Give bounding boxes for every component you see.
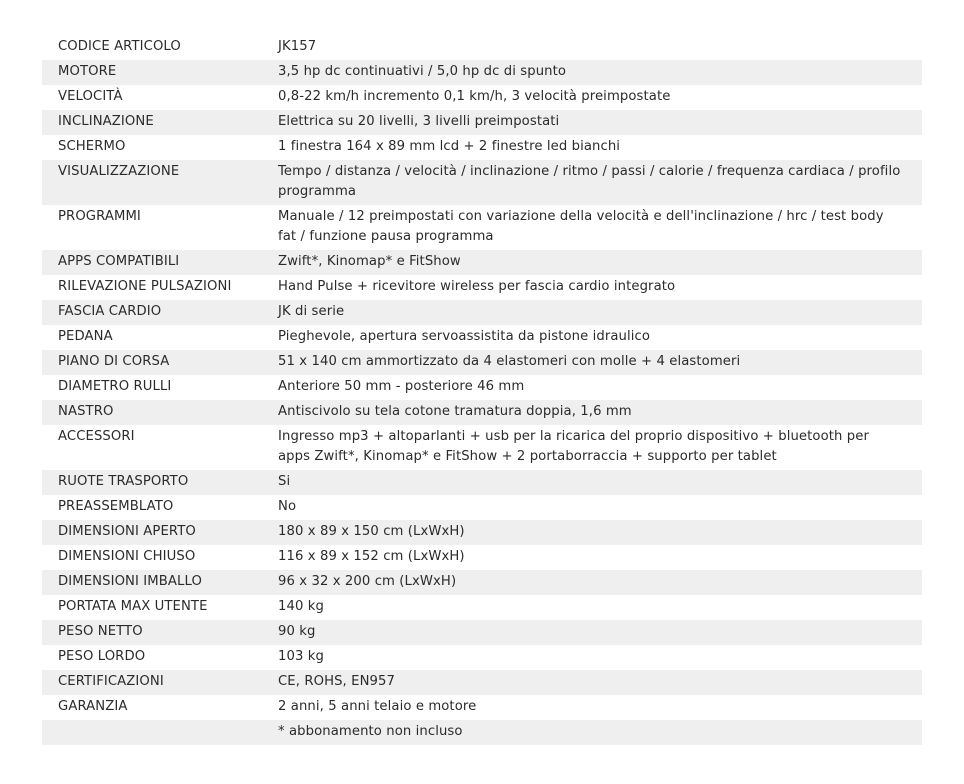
spec-value: 180 x 89 x 150 cm (LxWxH) <box>278 524 465 539</box>
spec-label: FASCIA CARDIO <box>58 304 162 319</box>
spec-row-preassemblato <box>42 495 922 520</box>
spec-row-ruote-trasporto <box>42 470 922 495</box>
spec-row-piano-di-corsa <box>42 350 922 375</box>
spec-value: JK157 <box>278 39 317 54</box>
spec-value: Ingresso mp3 + altoparlanti + usb per la ricarica del proprio dispositivo + bluetooth per apps Zwift*, Kinomap* e FitShow + 2 portaborraccia + supporto per tablet <box>278 429 869 464</box>
spec-value: Zwift*, Kinomap* e FitShow <box>278 254 461 269</box>
spec-row-dimensioni-aperto <box>42 520 922 545</box>
spec-label: PREASSEMBLATO <box>58 499 174 514</box>
spec-row-fascia-cardio <box>42 300 922 325</box>
spec-label: PEDANA <box>58 329 113 344</box>
spec-row-velocita <box>42 85 922 110</box>
spec-label: DIAMETRO RULLI <box>58 379 172 394</box>
spec-label: RUOTE TRASPORTO <box>58 474 189 489</box>
spec-value: Tempo / distanza / velocità / inclinazione / ritmo / passi / calorie / frequenza cardiaca / profilo programma <box>278 164 901 199</box>
spec-value: Anteriore 50 mm - posteriore 46 mm <box>278 379 525 394</box>
spec-value: 90 kg <box>278 624 316 639</box>
spec-row-apps-compatibili <box>42 250 922 275</box>
spec-label: APPS COMPATIBILI <box>58 254 180 269</box>
footnote-text: * abbonamento non incluso <box>278 724 463 739</box>
spec-value: CE, ROHS, EN957 <box>278 674 396 689</box>
spec-row-rilevazione-pulsazioni <box>42 275 922 300</box>
spec-row-inclinazione <box>42 110 922 135</box>
spec-row-footnote <box>42 720 922 745</box>
spec-row-portata-max-utente <box>42 595 922 620</box>
spec-row-visualizzazione <box>42 160 922 205</box>
spec-row-peso-netto <box>42 620 922 645</box>
spec-label: VISUALIZZAZIONE <box>58 164 180 179</box>
spec-value: 2 anni, 5 anni telaio e motore <box>278 699 477 714</box>
spec-label: VELOCITÀ <box>58 89 123 104</box>
spec-label: PESO LORDO <box>58 649 146 664</box>
spec-label: DIMENSIONI APERTO <box>58 524 196 539</box>
spec-row-accessori <box>42 425 922 470</box>
spec-value: Hand Pulse + ricevitore wireless per fascia cardio integrato <box>278 279 676 294</box>
spec-row-peso-lordo <box>42 645 922 670</box>
spec-row-garanzia <box>42 695 922 720</box>
spec-row-motore <box>42 60 922 85</box>
spec-row-dimensioni-chiuso <box>42 545 922 570</box>
spec-label: PIANO DI CORSA <box>58 354 170 369</box>
spec-value: 116 x 89 x 152 cm (LxWxH) <box>278 549 465 564</box>
spec-label: PORTATA MAX UTENTE <box>58 599 208 614</box>
spec-row-schermo <box>42 135 922 160</box>
spec-value: Manuale / 12 preimpostati con variazione della velocità e dell'inclinazione / hrc / test body fat / funzione pausa programma <box>278 209 884 244</box>
spec-label: RILEVAZIONE PULSAZIONI <box>58 279 232 294</box>
spec-row-codice-articolo <box>42 35 922 60</box>
specifications-table <box>42 35 922 745</box>
spec-value: 1 finestra 164 x 89 mm lcd + 2 finestre led bianchi <box>278 139 621 154</box>
spec-row-diametro-rulli <box>42 375 922 400</box>
spec-row-pedana <box>42 325 922 350</box>
spec-row-dimensioni-imballo <box>42 570 922 595</box>
spec-value: Elettrica su 20 livelli, 3 livelli preimpostati <box>278 114 560 129</box>
spec-label: CODICE ARTICOLO <box>58 39 181 54</box>
spec-value: Pieghevole, apertura servoassistita da pistone idraulico <box>278 329 651 344</box>
spec-label: PROGRAMMI <box>58 209 141 224</box>
spec-row-programmi <box>42 205 922 250</box>
spec-value: Si <box>278 474 291 489</box>
spec-value: 0,8-22 km/h incremento 0,1 km/h, 3 velocità preimpostate <box>278 89 671 104</box>
spec-label: MOTORE <box>58 64 117 79</box>
spec-value: 103 kg <box>278 649 324 664</box>
spec-label: DIMENSIONI CHIUSO <box>58 549 196 564</box>
spec-value: 3,5 hp dc continuativi / 5,0 hp dc di spunto <box>278 64 567 79</box>
spec-label: SCHERMO <box>58 139 126 154</box>
spec-label: INCLINAZIONE <box>58 114 154 129</box>
spec-value: JK di serie <box>278 304 345 319</box>
spec-label: ACCESSORI <box>58 429 135 444</box>
spec-value: 96 x 32 x 200 cm (LxWxH) <box>278 574 457 589</box>
spec-value: Antiscivolo su tela cotone tramatura doppia, 1,6 mm <box>278 404 632 419</box>
spec-value: 140 kg <box>278 599 324 614</box>
spec-row-nastro <box>42 400 922 425</box>
spec-value: No <box>278 499 297 514</box>
spec-label: NASTRO <box>58 404 114 419</box>
spec-label: DIMENSIONI IMBALLO <box>58 574 202 589</box>
spec-row-certificazioni <box>42 670 922 695</box>
spec-label: GARANZIA <box>58 699 128 714</box>
spec-label: PESO NETTO <box>58 624 143 639</box>
spec-label <box>42 720 278 745</box>
spec-label: CERTIFICAZIONI <box>58 674 164 689</box>
spec-value: 51 x 140 cm ammortizzato da 4 elastomeri con molle + 4 elastomeri <box>278 354 741 369</box>
